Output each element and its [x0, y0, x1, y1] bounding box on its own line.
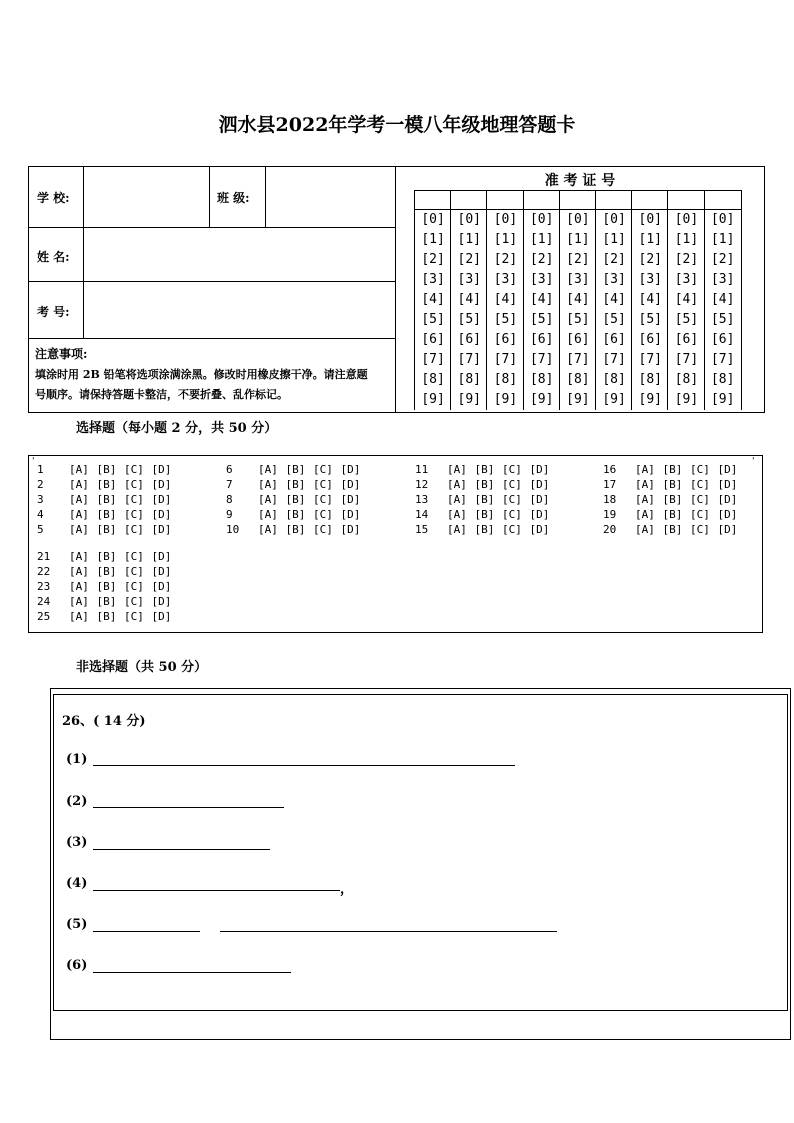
- mc-question-number: 25: [37, 610, 51, 623]
- mc-question-number: 4: [37, 508, 44, 521]
- exam-id-digit[interactable]: [3]: [566, 272, 590, 287]
- exam-id-column: [486, 190, 523, 410]
- exam-id-digit[interactable]: [7]: [710, 352, 735, 367]
- notice-line-2: 号顺序。请保持答题卡整洁，不要折叠、乱作标记。: [35, 388, 288, 401]
- exam-id-write-cell[interactable]: [415, 190, 451, 210]
- exam-id-digit[interactable]: [3]: [493, 272, 518, 287]
- exam-id-digit[interactable]: [8]: [457, 372, 482, 387]
- exam-id-digit[interactable]: [1]: [710, 232, 735, 247]
- answer-3-line[interactable]: [93, 849, 270, 850]
- mc-question-number: 7: [226, 478, 233, 491]
- exam-id-digit[interactable]: [5]: [529, 312, 554, 327]
- mc-options[interactable]: [A] [B] [C] [D]: [69, 550, 172, 563]
- q26-box: [53, 694, 788, 1011]
- exam-id-digit[interactable]: [5]: [493, 312, 518, 327]
- mc-question-row: [37, 564, 171, 579]
- exam-id-digit[interactable]: [8]: [529, 372, 554, 387]
- mc-options[interactable]: [A] [B] [C] [D]: [69, 463, 172, 476]
- exam-id-column: [414, 190, 451, 410]
- mc-question-number: 6: [226, 463, 233, 476]
- exam-id-write-cell[interactable]: [668, 190, 704, 210]
- exam-id-digit[interactable]: [8]: [710, 372, 735, 387]
- exam-id-digit[interactable]: [7]: [493, 352, 518, 367]
- mc-question-row: [415, 492, 549, 507]
- mc-question-number: 23: [37, 580, 51, 593]
- mc-question-number: 9: [226, 508, 233, 521]
- mc-question-number: 24: [37, 595, 51, 608]
- exam-id-digit[interactable]: [2]: [638, 252, 663, 267]
- exam-id-digit[interactable]: [1]: [602, 232, 626, 247]
- mc-question-number: 17: [603, 478, 617, 491]
- corner-mark-left: ': [32, 457, 35, 467]
- exam-id-digit[interactable]: [6]: [457, 332, 482, 347]
- mc-question-row: [37, 609, 171, 624]
- exam-id-write-cell[interactable]: [451, 190, 487, 210]
- exam-id-digit[interactable]: [6]: [710, 332, 735, 347]
- answer-2-line[interactable]: [93, 807, 284, 808]
- mc-question-row: [415, 477, 549, 492]
- exam-id-digit[interactable]: [3]: [421, 272, 445, 287]
- mc-options[interactable]: [A] [B] [C] [D]: [258, 493, 361, 506]
- exam-id-digit[interactable]: [2]: [457, 252, 482, 267]
- exam-id-digit[interactable]: [7]: [457, 352, 482, 367]
- exam-id-digit[interactable]: [1]: [638, 232, 663, 247]
- class-field[interactable]: [267, 169, 393, 225]
- mc-options[interactable]: [A] [B] [C] [D]: [635, 463, 738, 476]
- mc-question-row: [37, 549, 171, 564]
- exam-id-digit[interactable]: [1]: [566, 232, 590, 247]
- exam-id-digit[interactable]: [7]: [674, 352, 699, 367]
- mc-question-row: [37, 507, 171, 522]
- mc-options[interactable]: [A] [B] [C] [D]: [69, 610, 172, 623]
- mc-question-number: 11: [415, 463, 429, 476]
- exam-id-digit[interactable]: [8]: [674, 372, 699, 387]
- exam-number-field[interactable]: [85, 283, 393, 336]
- mc-question-row: [603, 522, 737, 537]
- exam-id-digit[interactable]: [7]: [566, 352, 590, 367]
- exam-id-write-cell[interactable]: [560, 190, 596, 210]
- mc-question-number: 12: [415, 478, 429, 491]
- exam-id-digit[interactable]: [9]: [566, 392, 590, 407]
- exam-id-write-cell[interactable]: [487, 190, 523, 210]
- exam-id-digit[interactable]: [6]: [421, 332, 445, 347]
- exam-id-digit[interactable]: [5]: [710, 312, 735, 327]
- sub-6-label: (6): [66, 958, 88, 973]
- exam-id-digit[interactable]: [5]: [421, 312, 445, 327]
- mc-options[interactable]: [A] [B] [C] [D]: [258, 523, 361, 536]
- exam-id-digit[interactable]: [2]: [674, 252, 699, 267]
- mc-question-row: [415, 462, 549, 477]
- mc-options[interactable]: [A] [B] [C] [D]: [69, 508, 172, 521]
- mc-options[interactable]: [A] [B] [C] [D]: [635, 478, 738, 491]
- exam-id-digit[interactable]: [4]: [638, 292, 663, 307]
- exam-id-digit[interactable]: [8]: [638, 372, 663, 387]
- exam-id-column: [631, 190, 668, 410]
- school-label: 学 校:: [37, 191, 70, 205]
- exam-id-digit[interactable]: [0]: [674, 212, 699, 227]
- exam-id-digit[interactable]: [0]: [421, 212, 445, 227]
- exam-id-digit[interactable]: [4]: [529, 292, 554, 307]
- mc-question-number: 3: [37, 493, 44, 506]
- exam-id-write-cell[interactable]: [596, 190, 632, 210]
- exam-id-column: [704, 190, 742, 410]
- answer-4-comma: ，: [340, 882, 354, 897]
- exam-id-write-cell[interactable]: [524, 190, 560, 210]
- mc-question-number: 18: [603, 493, 617, 506]
- exam-id-digit[interactable]: [0]: [638, 212, 663, 227]
- mc-question-row: [226, 462, 360, 477]
- exam-id-digit[interactable]: [1]: [457, 232, 482, 247]
- exam-id-digit[interactable]: [9]: [674, 392, 699, 407]
- mc-options[interactable]: [A] [B] [C] [D]: [635, 493, 738, 506]
- mc-question-number: 2: [37, 478, 44, 491]
- exam-id-column: [595, 190, 632, 410]
- notice-title: 注意事项:: [35, 347, 88, 361]
- exam-id-digit[interactable]: [0]: [566, 212, 590, 227]
- exam-id-digit[interactable]: [8]: [566, 372, 590, 387]
- exam-id-column: [667, 190, 704, 410]
- exam-id-digit[interactable]: [3]: [529, 272, 554, 287]
- exam-id-digit[interactable]: [3]: [710, 272, 735, 287]
- mc-question-row: [37, 522, 171, 537]
- sub-2-label: (2): [66, 794, 88, 809]
- exam-id-digit[interactable]: [7]: [421, 352, 445, 367]
- exam-id-digit[interactable]: [2]: [602, 252, 626, 267]
- exam-id-digit[interactable]: [4]: [566, 292, 590, 307]
- exam-id-digit[interactable]: [9]: [529, 392, 554, 407]
- mc-question-row: [226, 492, 360, 507]
- mc-options[interactable]: [A] [B] [C] [D]: [258, 508, 361, 521]
- notice-line-1: 填涂时用 2B 铅笔将选项涂满涂黑。修改时用橡皮擦干净。请注意题: [35, 368, 368, 381]
- exam-id-digit[interactable]: [9]: [457, 392, 482, 407]
- exam-id-column: [559, 190, 596, 410]
- exam-id-digit[interactable]: [1]: [674, 232, 699, 247]
- exam-id-title: 准 考 证 号: [544, 173, 616, 189]
- exam-id-digit[interactable]: [5]: [566, 312, 590, 327]
- student-info-box: [28, 166, 396, 413]
- exam-id-digit[interactable]: [0]: [602, 212, 626, 227]
- mc-options[interactable]: [A] [B] [C] [D]: [447, 508, 550, 521]
- mc-question-row: [37, 579, 171, 594]
- mc-question-row: [37, 594, 171, 609]
- mc-question-row: [226, 507, 360, 522]
- exam-id-digit[interactable]: [9]: [493, 392, 518, 407]
- exam-id-digit[interactable]: [4]: [457, 292, 482, 307]
- answer-6-line[interactable]: [93, 972, 291, 973]
- mc-question-row: [603, 507, 737, 522]
- exam-id-digit[interactable]: [3]: [457, 272, 482, 287]
- mc-options[interactable]: [A] [B] [C] [D]: [258, 463, 361, 476]
- sub-1-label: (1): [66, 752, 88, 767]
- mc-question-row: [603, 477, 737, 492]
- mc-question-number: 15: [415, 523, 429, 536]
- mc-question-row: [226, 522, 360, 537]
- mc-question-number: 16: [603, 463, 617, 476]
- mc-heading: 选择题（每小题 2 分，共 50 分）: [76, 421, 278, 436]
- mc-options[interactable]: [A] [B] [C] [D]: [69, 565, 172, 578]
- mc-options[interactable]: [A] [B] [C] [D]: [447, 478, 550, 491]
- mc-question-number: 14: [415, 508, 429, 521]
- answer-1-line[interactable]: [93, 765, 515, 766]
- exam-id-digit[interactable]: [6]: [638, 332, 663, 347]
- exam-id-digit[interactable]: [9]: [638, 392, 663, 407]
- mc-question-row: [415, 507, 549, 522]
- answer-5b-line[interactable]: [220, 931, 557, 932]
- corner-mark-right: ': [752, 457, 755, 467]
- exam-id-column: [450, 190, 487, 410]
- exam-id-digit[interactable]: [4]: [421, 292, 445, 307]
- mc-options[interactable]: [A] [B] [C] [D]: [635, 523, 738, 536]
- answer-5a-line[interactable]: [93, 931, 200, 932]
- sub-3-label: (3): [66, 835, 88, 850]
- exam-id-digit[interactable]: [5]: [457, 312, 482, 327]
- exam-id-digit[interactable]: [7]: [602, 352, 626, 367]
- mc-question-row: [37, 492, 171, 507]
- exam-id-digit[interactable]: [3]: [674, 272, 699, 287]
- name-field[interactable]: [85, 229, 393, 279]
- sub-5-label: (5): [66, 917, 88, 932]
- mc-question-row: [603, 492, 737, 507]
- exam-id-digit[interactable]: [6]: [529, 332, 554, 347]
- answer-4-line[interactable]: [93, 890, 340, 891]
- mc-options[interactable]: [A] [B] [C] [D]: [69, 580, 172, 593]
- exam-id-digit[interactable]: [5]: [602, 312, 626, 327]
- non-mc-heading: 非选择题（共 50 分）: [76, 660, 208, 675]
- exam-id-digit[interactable]: [4]: [602, 292, 626, 307]
- exam-id-digit[interactable]: [8]: [493, 372, 518, 387]
- exam-id-digit[interactable]: [0]: [493, 212, 518, 227]
- mc-options[interactable]: [A] [B] [C] [D]: [447, 463, 550, 476]
- mc-options[interactable]: [A] [B] [C] [D]: [447, 523, 550, 536]
- exam-id-digit[interactable]: [0]: [710, 212, 735, 227]
- exam-id-digit[interactable]: [8]: [602, 372, 626, 387]
- exam-id-digit[interactable]: [2]: [493, 252, 518, 267]
- exam-id-digit[interactable]: [1]: [421, 232, 445, 247]
- exam-id-write-cell[interactable]: [705, 190, 741, 210]
- mc-options[interactable]: [A] [B] [C] [D]: [635, 508, 738, 521]
- exam-id-digit[interactable]: [5]: [674, 312, 699, 327]
- exam-id-digit[interactable]: [4]: [710, 292, 735, 307]
- mc-question-number: 1: [37, 463, 44, 476]
- mc-question-number: 21: [37, 550, 51, 563]
- mc-question-number: 22: [37, 565, 51, 578]
- mc-options[interactable]: [A] [B] [C] [D]: [69, 493, 172, 506]
- mc-question-row: [415, 522, 549, 537]
- mc-options[interactable]: [A] [B] [C] [D]: [447, 493, 550, 506]
- name-label: 姓 名:: [37, 250, 70, 264]
- exam-id-digit[interactable]: [2]: [421, 252, 445, 267]
- exam-id-digit[interactable]: [0]: [457, 212, 482, 227]
- mc-question-row: [37, 462, 171, 477]
- exam-id-digit[interactable]: [2]: [710, 252, 735, 267]
- mc-question-number: 20: [603, 523, 617, 536]
- exam-id-digit[interactable]: [6]: [493, 332, 518, 347]
- mc-question-row: [37, 477, 171, 492]
- mc-question-number: 13: [415, 493, 429, 506]
- exam-id-digit[interactable]: [5]: [638, 312, 663, 327]
- mc-options[interactable]: [A] [B] [C] [D]: [69, 523, 172, 536]
- exam-id-digit[interactable]: [6]: [602, 332, 626, 347]
- q26-label: 26、( 14 分): [62, 714, 146, 729]
- exam-id-digit[interactable]: [4]: [674, 292, 699, 307]
- mc-question-row: [603, 462, 737, 477]
- mc-question-number: 10: [226, 523, 240, 536]
- exam-number-label: 考 号:: [37, 305, 70, 319]
- exam-id-digit[interactable]: [3]: [638, 272, 663, 287]
- exam-id-digit[interactable]: [1]: [493, 232, 518, 247]
- exam-id-digit[interactable]: [4]: [493, 292, 518, 307]
- exam-id-digit[interactable]: [3]: [602, 272, 626, 287]
- mc-options[interactable]: [A] [B] [C] [D]: [258, 478, 361, 491]
- exam-id-digit[interactable]: [9]: [602, 392, 626, 407]
- exam-id-digit[interactable]: [7]: [529, 352, 554, 367]
- exam-id-digit[interactable]: [9]: [421, 392, 445, 407]
- page-title: 泗水县2022年学考一模八年级地理答题卡: [218, 114, 576, 136]
- exam-id-digit[interactable]: [0]: [529, 212, 554, 227]
- mc-question-number: 5: [37, 523, 44, 536]
- exam-id-column: [523, 190, 560, 410]
- class-label: 班 级:: [217, 191, 250, 205]
- mc-options[interactable]: [A] [B] [C] [D]: [69, 478, 172, 491]
- exam-id-digit[interactable]: [2]: [529, 252, 554, 267]
- exam-id-digit[interactable]: [2]: [566, 252, 590, 267]
- exam-id-digit[interactable]: [6]: [566, 332, 590, 347]
- mc-question-number: 8: [226, 493, 233, 506]
- exam-id-write-cell[interactable]: [632, 190, 668, 210]
- exam-id-digit[interactable]: [6]: [674, 332, 699, 347]
- school-field[interactable]: [85, 169, 207, 225]
- exam-id-digit[interactable]: [1]: [529, 232, 554, 247]
- mc-question-number: 19: [603, 508, 617, 521]
- mc-options[interactable]: [A] [B] [C] [D]: [69, 595, 172, 608]
- sub-4-label: (4): [66, 876, 88, 891]
- exam-id-digit[interactable]: [9]: [710, 392, 735, 407]
- exam-id-digit[interactable]: [8]: [421, 372, 445, 387]
- mc-question-row: [226, 477, 360, 492]
- exam-id-digit[interactable]: [7]: [638, 352, 663, 367]
